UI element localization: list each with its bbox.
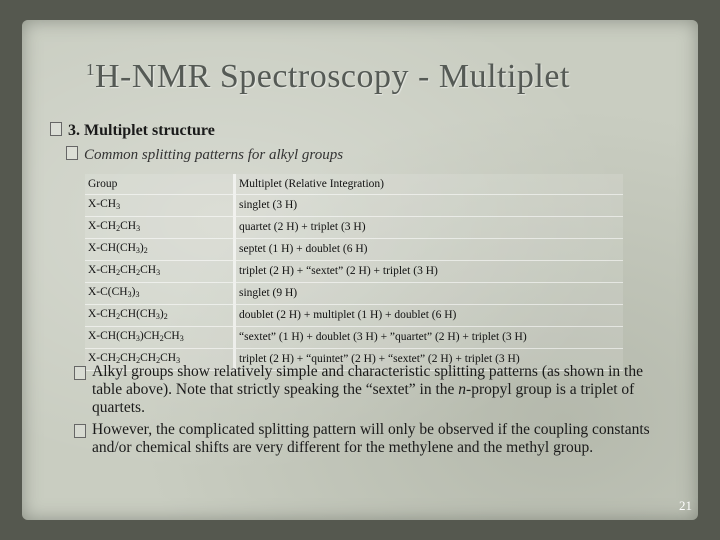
table-row: [85, 283, 623, 305]
formula-subscript: 3: [135, 246, 140, 255]
title-text: H-NMR Spectroscopy - Multiplet: [95, 58, 570, 95]
formula-subscript: 2: [116, 224, 121, 233]
formula-text: X-CH: [88, 264, 117, 276]
multiplet-cell: singlet (3 H): [235, 195, 624, 217]
formula-text: X-CH(CH: [88, 330, 136, 342]
group-cell: [85, 261, 235, 283]
formula-text: X-CH(CH: [88, 242, 136, 254]
formula-subscript: 3: [135, 334, 140, 343]
formula-text: X-CH: [88, 198, 117, 210]
multiplet-cell: “sextet” (1 H) + doublet (3 H) + ”quartet” (2 H) + triplet (3 H): [235, 327, 624, 349]
formula-text: CH: [120, 264, 137, 276]
group-cell: [85, 239, 235, 261]
group-cell: [85, 305, 235, 327]
bullet-common-patterns: [66, 146, 343, 164]
formula-subscript: 2: [163, 312, 168, 321]
formula-text: ): [139, 242, 144, 254]
formula-subscript: 3: [127, 290, 132, 299]
formula-text: CH: [163, 330, 180, 342]
table-row: [85, 305, 623, 327]
para1-italic: n: [458, 381, 467, 398]
multiplet-cell: triplet (2 H) + “sextet” (2 H) + triplet (3 H): [235, 261, 624, 283]
table-row: [85, 217, 623, 239]
formula-text: CH: [140, 264, 157, 276]
formula-text: X-CH: [88, 308, 117, 320]
formula-text: CH(CH: [120, 308, 156, 320]
para1-after: -propyl group is a triplet of quartets.: [92, 381, 635, 416]
title-superscript: 1: [86, 60, 95, 79]
formula-text: )CH: [139, 330, 160, 342]
page-number: 21: [679, 498, 692, 513]
bullet2-text: Common splitting patterns for alkyl groups: [84, 147, 344, 163]
formula-text: CH: [160, 352, 177, 364]
formula-text: ): [131, 286, 136, 298]
formula-subscript: 3: [136, 224, 141, 233]
multiplet-cell: singlet (9 H): [235, 283, 624, 305]
bullet-box-icon: [74, 366, 86, 380]
group-cell: [85, 217, 235, 239]
multiplet-cell: septet (1 H) + doublet (6 H): [235, 239, 624, 261]
header-multiplet: Multiplet (Relative Integration): [235, 174, 624, 195]
table-row: [85, 261, 623, 283]
formula-subscript: 3: [155, 312, 160, 321]
bullet-multiplet-structure: [50, 122, 215, 140]
group-cell: [85, 283, 235, 305]
group-cell: [85, 327, 235, 349]
formula-subscript: 2: [143, 246, 148, 255]
paragraph-complicated-pattern: [74, 421, 654, 457]
table-row: [85, 195, 623, 217]
multiplet-table: [85, 174, 623, 371]
formula-subscript: 2: [136, 356, 141, 365]
multiplet-cell: doublet (2 H) + multiplet (1 H) + doublet (6 H): [235, 305, 624, 327]
bullet-box-icon: [66, 146, 78, 160]
formula-text: X-CH: [88, 220, 117, 232]
multiplet-cell: triplet (2 H) + “quintet” (2 H) + “sextet” (2 H) + triplet (3 H): [235, 349, 624, 371]
formula-subscript: 2: [116, 356, 121, 365]
bullet1-text: 3. Multiplet structure: [68, 122, 215, 139]
formula-subscript: 3: [179, 334, 184, 343]
formula-text: CH: [120, 352, 137, 364]
formula-subscript: 2: [116, 312, 121, 321]
formula-subscript: 3: [176, 356, 181, 365]
bullet-box-icon: [74, 424, 86, 438]
formula-subscript: 3: [116, 202, 121, 211]
formula-text: CH: [120, 220, 137, 232]
bullet-box-icon: [50, 122, 62, 136]
formula-subscript: 3: [156, 268, 161, 277]
table-row: [85, 239, 623, 261]
header-group: Group: [85, 174, 235, 195]
group-cell: [85, 195, 235, 217]
formula-text: ): [159, 308, 164, 320]
formula-subscript: 3: [135, 290, 140, 299]
paragraph-alkyl-groups: [74, 363, 654, 417]
slide-title: [86, 58, 646, 96]
formula-text: CH: [140, 352, 157, 364]
table-header-row: [85, 174, 623, 195]
formula-subscript: 2: [136, 268, 141, 277]
multiplet-cell: quartet (2 H) + triplet (3 H): [235, 217, 624, 239]
formula-text: X-C(CH: [88, 286, 128, 298]
para1-before: Alkyl groups show relatively simple and characteristic splitting patterns (as shown in the table above). Note that strictly speaking the “sextet” in the: [92, 363, 643, 398]
formula-subscript: 2: [159, 334, 164, 343]
formula-subscript: 2: [156, 356, 161, 365]
formula-text: X-CH: [88, 352, 117, 364]
para2-text: However, the complicated splitting pattern will only be observed if the coupling constants and/or chemical shifts are very different for the methylene and the methyl group.: [92, 421, 650, 456]
formula-subscript: 2: [116, 268, 121, 277]
table-row: [85, 327, 623, 349]
